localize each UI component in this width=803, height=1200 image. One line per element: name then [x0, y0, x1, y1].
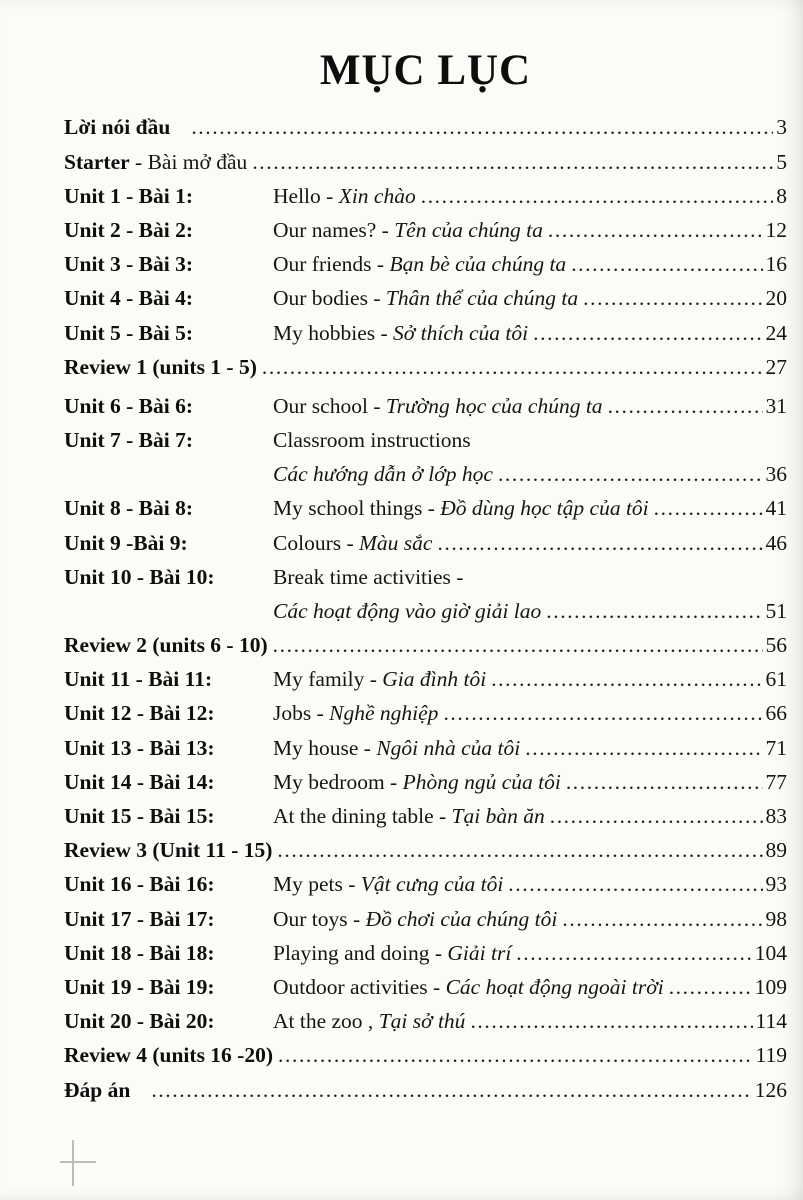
toc-entry [64, 532, 787, 554]
toc-entry [64, 737, 787, 759]
dot-leader [437, 532, 762, 554]
entry-title-vi: Tại bàn ăn [451, 804, 545, 828]
entry-text [273, 873, 503, 895]
entry-title-vi: Màu sắc [359, 530, 433, 555]
toc-entry [64, 566, 787, 588]
page-number: 27 [765, 354, 787, 379]
entry-label: Starter [64, 149, 130, 174]
entry-text [273, 976, 664, 998]
dot-leader [571, 253, 762, 275]
page-number: 12 [765, 218, 787, 242]
page-number: 71 [765, 735, 787, 760]
entry-text [273, 600, 541, 622]
entry-title-vi: Đồ chơi của chúng tôi [365, 906, 558, 931]
entry-title-vi: Gia đình tôi [382, 667, 487, 692]
dot-leader [277, 839, 762, 861]
entry-title: Our names? - [273, 218, 395, 242]
entry-title: My school things - [273, 496, 441, 521]
toc-entry [64, 322, 787, 344]
entry-title-vi: Các hướng dẫn ở lớp học [273, 462, 493, 487]
entry-text [273, 737, 520, 759]
entry-title: Playing and doing - [273, 940, 448, 965]
entry-title-vi: Ngôi nhà của tôi [376, 735, 521, 760]
toc-entry [64, 668, 787, 690]
entry-title-vi: Các hoạt động vào giờ giải lao [273, 598, 542, 623]
entry-text [273, 322, 528, 344]
entry-text [273, 942, 511, 964]
entry-label: ​ Unit 19 - Bài 19: [64, 976, 273, 998]
entry-label: ​ Unit 7 - Bài 7: [64, 429, 273, 451]
entry-title-vi: Vật cưng của tôi [360, 872, 504, 897]
page-number: 83 [765, 804, 787, 828]
page-number: 119 [755, 1043, 787, 1068]
entry-title: My pets - [273, 872, 361, 897]
dot-leader [550, 805, 763, 827]
dot-leader [191, 116, 773, 138]
dot-leader [533, 322, 762, 344]
dot-leader [252, 151, 773, 173]
entry-label: ​ Unit 15 - Bài 15: [64, 805, 273, 827]
toc-entry [64, 805, 787, 827]
page-number: 36 [765, 462, 787, 487]
toc-entry [64, 395, 787, 417]
page-number: 98 [765, 906, 787, 931]
entry-title-vi: Tại sở thú [378, 1009, 466, 1034]
entry-label-spacer [64, 463, 273, 485]
toc-entry [64, 151, 787, 173]
entry-label: ​ Unit 10 - Bài 10: [64, 566, 273, 588]
toc-entry [64, 116, 787, 138]
entry-text [273, 805, 545, 827]
entry-label: ​ Unit 9 -Bài 9: [64, 532, 273, 554]
dot-leader [262, 356, 763, 378]
entry-title-vi: Đồ dùng học tập của tôi [440, 496, 649, 521]
dot-leader [583, 287, 762, 309]
dot-leader [508, 873, 762, 895]
toc-entry [64, 1079, 787, 1101]
dot-leader [546, 600, 762, 622]
page-number: 104 [754, 940, 787, 965]
entry-title: My bedroom - [273, 769, 403, 794]
entry-title-vi: Phòng ngủ của tôi [402, 769, 561, 794]
page-number: 24 [765, 320, 787, 345]
toc-entry [64, 219, 787, 241]
page-number: 3 [776, 115, 787, 140]
entry-label: ​ Unit 4 - Bài 4: [64, 287, 273, 309]
entry-text [273, 287, 578, 309]
entry-label: ​ Unit 11 - Bài 11: [64, 668, 273, 690]
entry-title: Our school - [273, 393, 386, 418]
dot-leader [421, 185, 774, 207]
entry-text [273, 532, 432, 554]
dot-leader [608, 395, 763, 417]
entry-label: ​ Unit 13 - Bài 13: [64, 737, 273, 759]
entry-title: My house - [273, 735, 377, 760]
page-number: 16 [765, 252, 787, 277]
toc-entry [64, 463, 787, 485]
entry-text [273, 566, 463, 588]
dot-leader [566, 771, 763, 793]
entry-text [64, 839, 272, 861]
entry-title-vi: Sở thích của tôi [393, 320, 529, 345]
entry-label: Review 4 (units 16 -20) [64, 1043, 274, 1068]
entry-text [273, 185, 416, 207]
page-number: 77 [765, 769, 787, 794]
dot-leader [516, 942, 751, 964]
entry-text [273, 429, 471, 451]
toc-entry [64, 634, 787, 656]
entry-label-spacer [64, 600, 273, 622]
page-number: 41 [765, 496, 787, 521]
entry-text [273, 253, 566, 275]
toc-entry [64, 942, 787, 964]
toc-entry [64, 185, 787, 207]
entry-title: Our friends - [273, 252, 390, 277]
entry-text [64, 1079, 130, 1101]
dot-leader [654, 497, 763, 519]
entry-title: Colours - [273, 530, 359, 555]
toc-entry [64, 771, 787, 793]
entry-text [273, 771, 561, 793]
entry-text [273, 497, 649, 519]
entry-text [273, 395, 603, 417]
page-number: 56 [765, 633, 787, 658]
page-number: 126 [754, 1077, 787, 1102]
dot-leader [525, 737, 762, 759]
entry-label: Review 2 (units 6 - 10) [64, 633, 268, 658]
entry-label: Lời nói đầu [64, 115, 171, 140]
page-number: 89 [765, 838, 787, 863]
entry-text [64, 116, 170, 138]
entry-text [273, 1010, 465, 1032]
page-number: 61 [765, 667, 787, 692]
entry-title-vi: Bạn bè của chúng ta [389, 252, 567, 277]
dot-leader [470, 1010, 752, 1032]
toc-entry [64, 1010, 787, 1032]
entry-title: Our bodies - [273, 286, 386, 311]
entry-title: Break time activities - [273, 564, 464, 589]
page-number: 46 [765, 530, 787, 555]
page-number: 114 [755, 1009, 787, 1034]
entry-label: ​ Unit 8 - Bài 8: [64, 497, 273, 519]
table-of-contents [0, 95, 803, 1100]
dot-leader [491, 668, 762, 690]
dot-leader [669, 976, 752, 998]
page-number: 31 [765, 393, 787, 418]
entry-label: Review 1 (units 1 - 5) [64, 354, 257, 379]
entry-label: Đáp án [64, 1077, 131, 1102]
entry-title: Outdoor activities - [273, 974, 446, 999]
entry-title: Our toys - [273, 906, 366, 931]
entry-title: My hobbies - [273, 320, 394, 345]
toc-entry [64, 976, 787, 998]
entry-subtitle: - Bài mở đầu [129, 149, 248, 174]
page-number: 66 [765, 701, 787, 726]
entry-title-vi: Giải trí [447, 940, 512, 965]
dot-leader [498, 463, 763, 485]
entry-title: Jobs - [273, 701, 330, 726]
entry-title: Hello - [273, 183, 339, 208]
entry-label: ​ Unit 17 - Bài 17: [64, 908, 273, 930]
dot-leader [548, 219, 763, 241]
entry-label: ​ Unit 2 - Bài 2: [64, 219, 273, 241]
dot-leader [273, 634, 763, 656]
entry-label: ​ Unit 6 - Bài 6: [64, 395, 273, 417]
page-number: 93 [765, 872, 787, 897]
toc-entry [64, 497, 787, 519]
entry-text [273, 702, 438, 724]
entry-label: ​ Unit 14 - Bài 14: [64, 771, 273, 793]
dot-leader [278, 1044, 753, 1066]
toc-entry [64, 356, 787, 378]
toc-entry [64, 908, 787, 930]
page-number: 51 [765, 598, 787, 623]
toc-entry [64, 600, 787, 622]
dot-leader [562, 908, 762, 930]
dot-leader [151, 1079, 751, 1101]
entry-text [273, 219, 543, 241]
entry-text [273, 463, 493, 485]
registration-cross-mark [60, 1140, 96, 1186]
toc-entry [64, 287, 787, 309]
entry-label: ​ Unit 20 - Bài 20: [64, 1010, 273, 1032]
entry-title: Classroom instructions [273, 427, 471, 452]
entry-label: ​ Unit 16 - Bài 16: [64, 873, 273, 895]
entry-text [64, 1044, 273, 1066]
entry-title: My family - [273, 667, 383, 692]
entry-text [64, 634, 268, 656]
entry-text [273, 908, 557, 930]
entry-text [64, 151, 247, 173]
entry-title-vi: Xin chào [338, 183, 416, 208]
entry-title: At the dining table - [273, 804, 452, 828]
entry-title-vi: Thân thể của chúng ta [385, 286, 579, 311]
entry-text [64, 356, 257, 378]
dot-leader [443, 702, 762, 724]
page-number: 109 [754, 974, 787, 999]
page-number: 8 [776, 183, 787, 208]
entry-label: ​ Unit 12 - Bài 12: [64, 702, 273, 724]
entry-title-vi: Các hoạt động ngoài trời [445, 974, 664, 999]
entry-label: ​ Unit 3 - Bài 3: [64, 253, 273, 275]
page-title: MỤC LỤC [319, 47, 532, 94]
entry-title-vi: Tên của chúng ta [394, 218, 543, 242]
entry-label: ​ Unit 5 - Bài 5: [64, 322, 273, 344]
toc-entry [64, 429, 787, 451]
entry-text [273, 668, 486, 690]
page-number: 20 [765, 286, 787, 311]
toc-entry [64, 839, 787, 861]
entry-label: ​ Unit 1 - Bài 1: [64, 185, 273, 207]
toc-entry [64, 253, 787, 275]
entry-title: At the zoo , [273, 1009, 379, 1034]
toc-entry [64, 1044, 787, 1066]
toc-entry [64, 702, 787, 724]
entry-title-vi: Nghề nghiệp [329, 701, 439, 726]
entry-title-vi: Trường học của chúng ta [385, 393, 603, 418]
entry-label: Review 3 (Unit 11 - 15) [64, 838, 273, 863]
entry-label: ​ Unit 18 - Bài 18: [64, 942, 273, 964]
page-number: 5 [776, 149, 787, 174]
toc-entry [64, 873, 787, 895]
